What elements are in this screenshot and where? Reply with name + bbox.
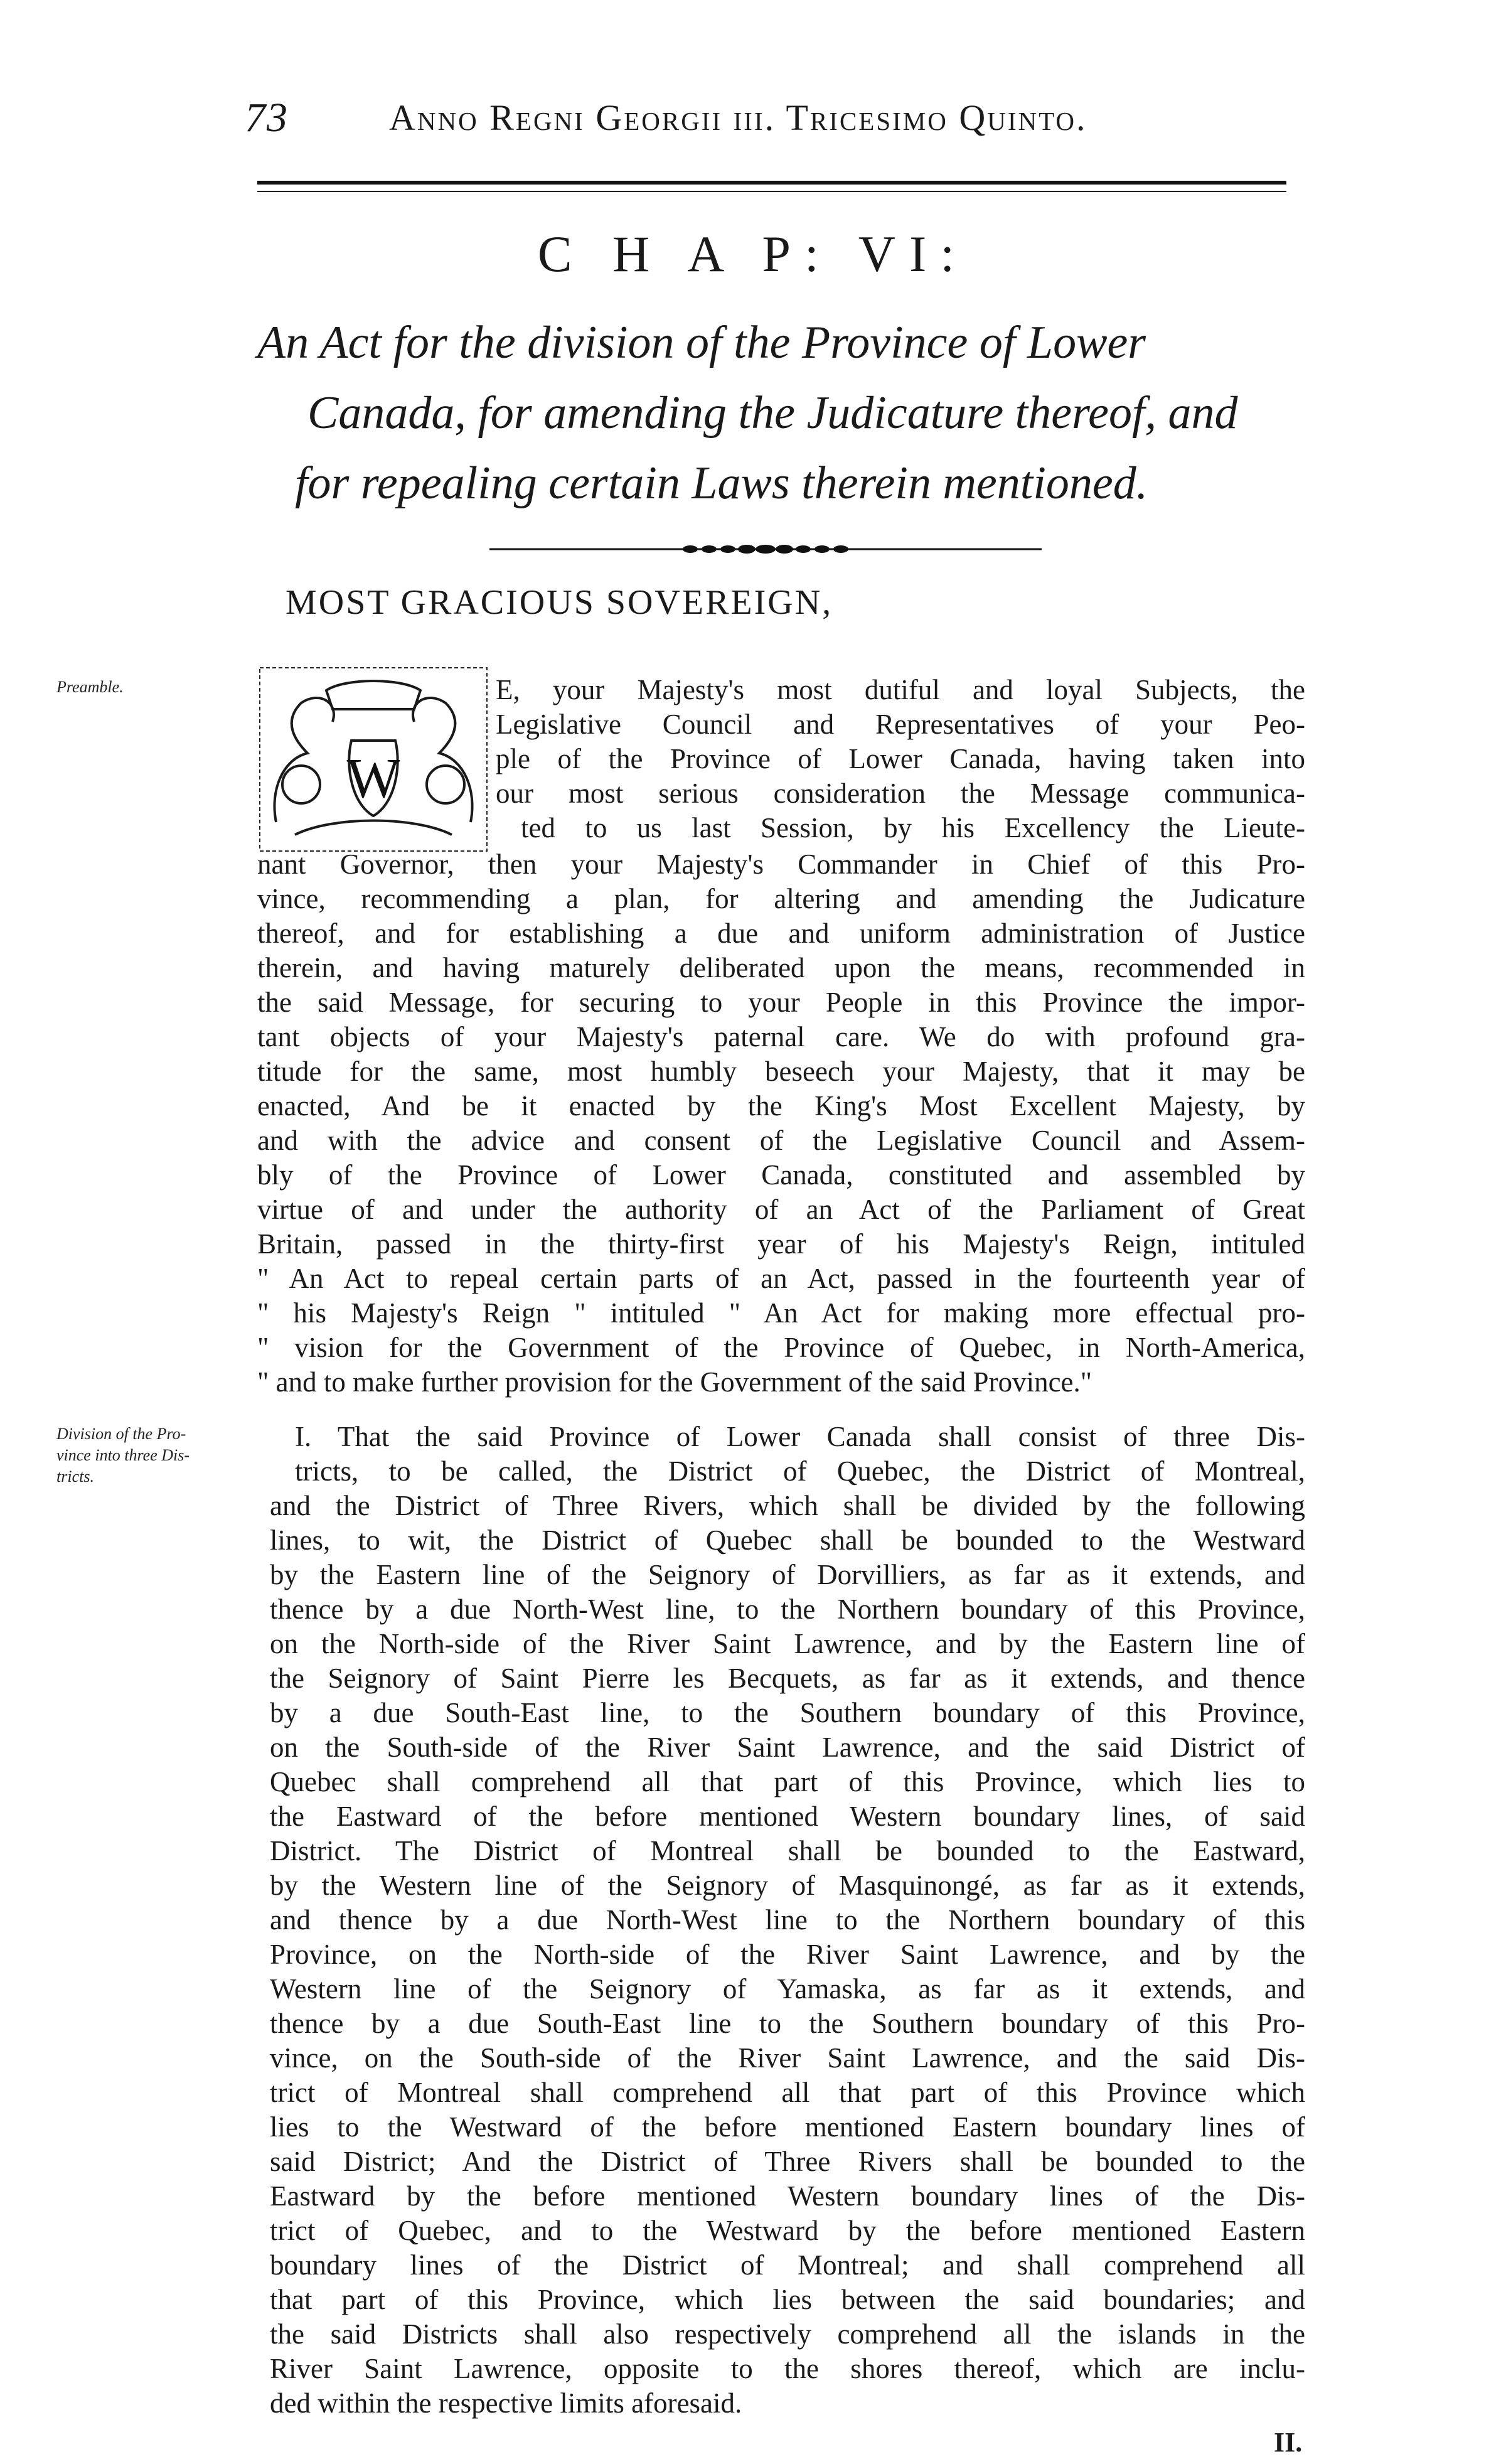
text-line: boundary lines of the District of Montreal; and shall comprehend all <box>270 2249 1305 2281</box>
text-line: " his Majesty's Reign " intituled " An Act for making more effectual pro- <box>257 1297 1305 1329</box>
act-title-line-1: An Act for the division of the Province of Lower <box>257 317 1146 368</box>
text-line: enacted, And be it enacted by the King's Most Excellent Majesty, by <box>257 1090 1305 1122</box>
text-line: the Eastward of the before mentioned Western boundary lines, of said <box>270 1801 1305 1832</box>
act-title-line-2: Canada, for amending the Judicature thereof, and <box>307 387 1238 439</box>
margin-note-preamble: Preamble. <box>56 678 124 696</box>
text-line: lines, to wit, the District of Quebec shall be bounded to the Westward <box>270 1524 1305 1556</box>
catchword: II. <box>1274 2427 1303 2458</box>
text-line: bly of the Province of Lower Canada, constituted and assembled by <box>257 1159 1305 1191</box>
running-title: Anno Regni Georgii iii. Tricesimo Quinto. <box>389 97 1087 138</box>
margin-note-division-line: Division of the Pro- <box>56 1425 186 1443</box>
text-line: on the South-side of the River Saint Lawrence, and the said District of <box>270 1732 1305 1763</box>
ornamental-dropcap <box>257 665 489 854</box>
text-line: nant Governor, then your Majesty's Commander in Chief of this Pro- <box>257 849 1305 880</box>
text-line: tant objects of your Majesty's paternal care. We do with profound gra- <box>257 1021 1305 1053</box>
header-rule-thin <box>257 191 1286 192</box>
page-number: 73 <box>245 95 289 141</box>
text-line: and thence by a due North-West line to the Northern boundary of this <box>270 1904 1305 1936</box>
running-head <box>245 94 1311 144</box>
text-line: Britain, passed in the thirty-first year of his Majesty's Reign, intituled <box>257 1228 1305 1260</box>
text-line: our most serious consideration the Message communica- <box>496 778 1305 809</box>
text-line: vince, recommending a plan, for altering and amending the Judicature <box>257 883 1305 914</box>
text-line: Eastward by the before mentioned Western boundary lines of the Dis- <box>270 2180 1305 2212</box>
text-line: trict of Montreal shall comprehend all that part of this Province which <box>270 2077 1305 2108</box>
text-line: Quebec shall comprehend all that part of this Province, which lies to <box>270 1766 1305 1797</box>
text-line: that part of this Province, which lies between the said boundaries; and <box>270 2284 1305 2315</box>
text-line: " vision for the Government of the Province of Quebec, in North-America, <box>257 1332 1305 1363</box>
text-line: by the Western line of the Seignory of Masquinongé, as far as it extends, <box>270 1870 1305 1901</box>
text-line: District. The District of Montreal shall be bounded to the Eastward, <box>270 1835 1305 1867</box>
text-line: " and to make further provision for the Government of the said Province." <box>257 1366 1092 1398</box>
text-line: and the District of Three Rivers, which shall be divided by the following <box>270 1490 1305 1521</box>
ornamental-rule <box>489 545 1042 554</box>
text-line: tricts, to be called, the District of Quebec, the District of Montreal, <box>295 1455 1305 1487</box>
text-line: the Seignory of Saint Pierre les Becquets, as far as it extends, and thence <box>270 1663 1305 1694</box>
text-line: said District; And the District of Three Rivers shall be bounded to the <box>270 2146 1305 2177</box>
text-line: and with the advice and consent of the Legislative Council and Assem- <box>257 1125 1305 1156</box>
text-line: E, your Majesty's most dutiful and loyal Subjects, the <box>496 674 1305 705</box>
text-line: ple of the Province of Lower Canada, having taken into <box>496 743 1305 774</box>
text-line: virtue of and under the authority of an Act of the Parliament of Great <box>257 1194 1305 1225</box>
text-line: ted to us last Session, by his Excellency the Lieute- <box>521 812 1305 844</box>
text-line: thence by a due South-East line to the Southern boundary of this Pro- <box>270 2008 1305 2039</box>
text-line: vince, on the South-side of the River Saint Lawrence, and the said Dis- <box>270 2042 1305 2074</box>
text-line: lies to the Westward of the before mentioned Eastern boundary lines of <box>270 2111 1305 2143</box>
text-line: Western line of the Seignory of Yamaska, as far as it extends, and <box>270 1973 1305 2005</box>
text-line: on the North-side of the River Saint Lawrence, and by the Eastern line of <box>270 1628 1305 1659</box>
salutation: MOST GRACIOUS SOVEREIGN, <box>286 583 833 622</box>
text-line: Legislative Council and Representatives of your Peo- <box>496 709 1305 740</box>
text-line: the said Districts shall also respectively comprehend all the islands in the <box>270 2318 1305 2350</box>
text-line: by a due South-East line, to the Southern boundary of this Province, <box>270 1697 1305 1728</box>
text-line: thence by a due North-West line, to the Northern boundary of this Province, <box>270 1594 1305 1625</box>
margin-note-division-line: vince into three Dis- <box>56 1446 190 1464</box>
text-line: " An Act to repeal certain parts of an Act, passed in the fourteenth year of <box>257 1263 1305 1294</box>
header-rule-thick <box>257 181 1286 185</box>
text-line: titude for the same, most humbly beseech your Majesty, that it may be <box>257 1056 1305 1087</box>
text-line: the said Message, for securing to your People in this Province the impor- <box>257 987 1305 1018</box>
margin-note-division-line: tricts. <box>56 1467 94 1486</box>
text-line: therein, and having maturely deliberated upon the means, recommended in <box>257 952 1305 983</box>
text-line: thereof, and for establishing a due and uniform administration of Justice <box>257 918 1305 949</box>
text-line: ded within the respective limits aforesaid. <box>270 2387 742 2419</box>
act-title-line-3: for repealing certain Laws therein mentioned. <box>295 458 1148 509</box>
text-line: River Saint Lawrence, opposite to the shores thereof, which are inclu- <box>270 2353 1305 2384</box>
margin-note-division <box>56 1423 190 1487</box>
text-line: trict of Quebec, and to the Westward by the before mentioned Eastern <box>270 2215 1305 2246</box>
text-line: by the Eastern line of the Seignory of Dorvilliers, as far as it extends, and <box>270 1559 1305 1590</box>
chapter-label: C H A P: VI: <box>537 225 969 282</box>
text-line: I. That the said Province of Lower Canada shall consist of three Dis- <box>295 1421 1305 1452</box>
dropcap-letter: W <box>346 747 400 810</box>
text-line: Province, on the North-side of the River Saint Lawrence, and by the <box>270 1939 1305 1970</box>
